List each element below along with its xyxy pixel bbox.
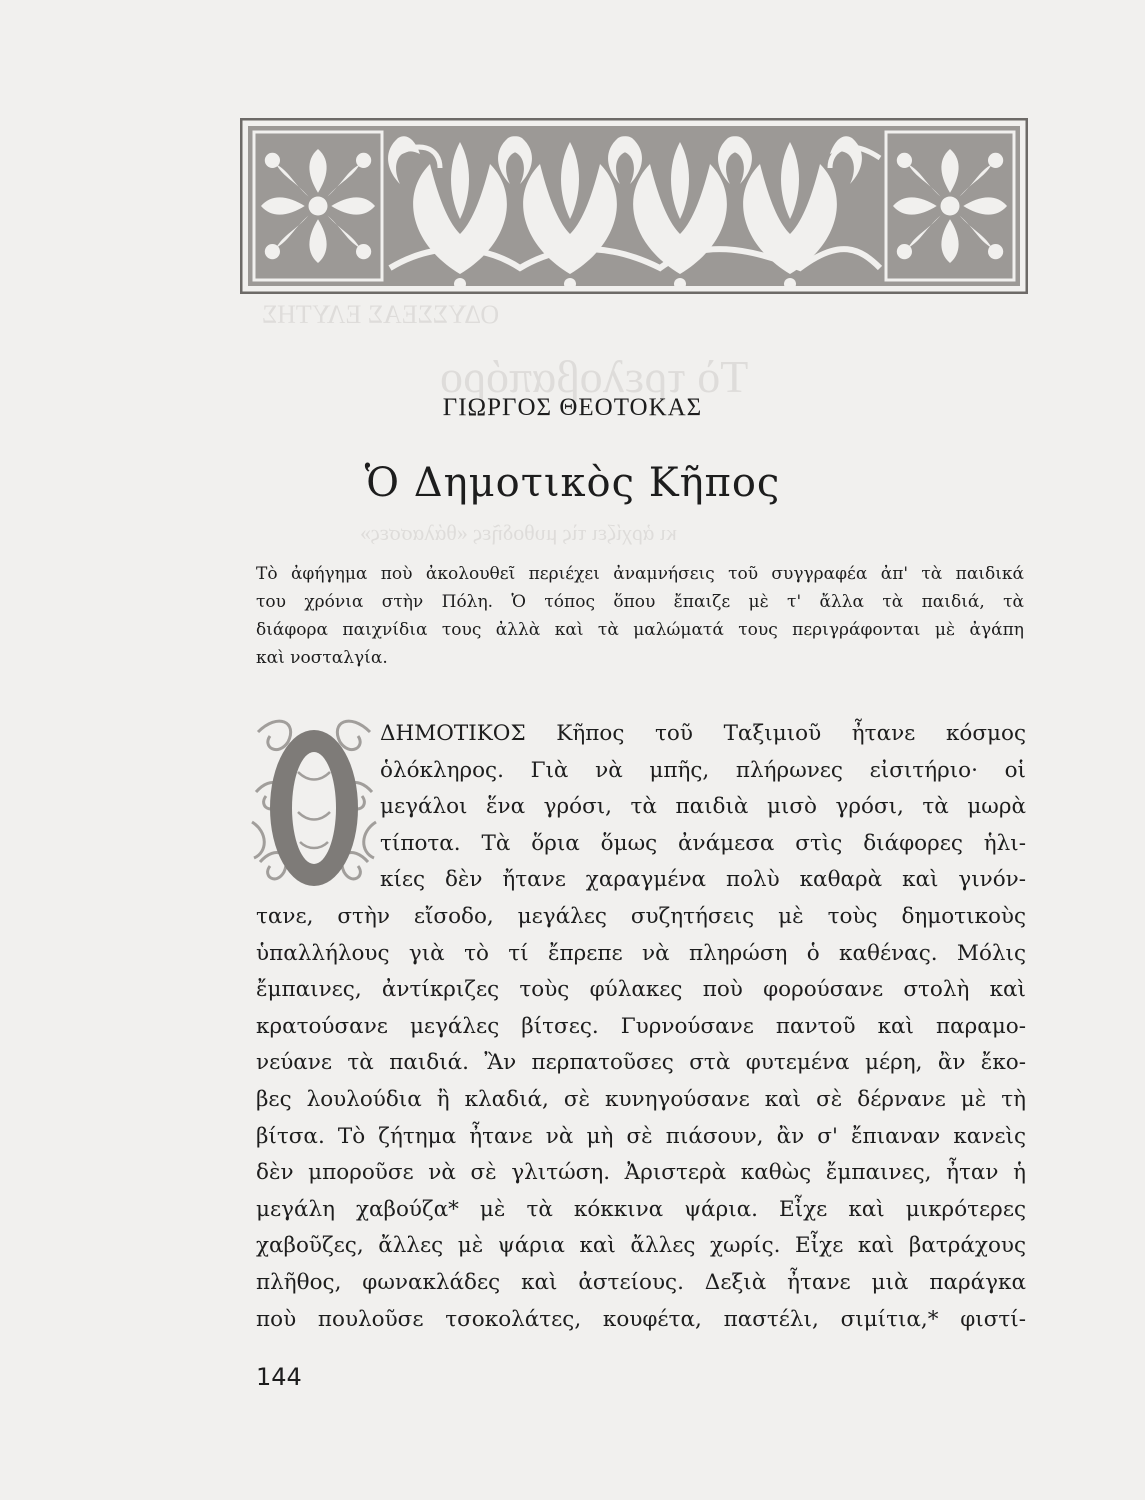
story-title: Ὁ Δημοτικὸς Κῆπος — [364, 460, 781, 506]
body-line: ὁλόκληρος. Γιὰ νὰ μπῆς, πλήρωνες εἰσιτήριο· οἱ — [380, 757, 1026, 783]
intro-line: διάφορα παιχνίδια τους ἀλλὰ καὶ τὰ μαλώματά τους περιγράφονται μὲ ἀγάπη — [256, 620, 1024, 640]
bleed-through-text: ΟΔΥΣΣΕΑΣ ΕΛΥΤΗΣ — [262, 300, 500, 329]
body-line: μεγάλη χαβούζα* μὲ τὰ κόκκινα ψάρια. Εἶχε καὶ μικρότερες — [256, 1196, 1026, 1222]
ornamental-header-band — [240, 118, 1028, 294]
body-line: κίες δὲν ἤτανε χαραγμένα πολὺ καθαρὰ καὶ γινόν- — [380, 867, 1026, 893]
intro-line: Τὸ ἀφήγημα ποὺ ἀκολουθεῖ περιέχει ἀναμνήσεις τοῦ συγγραφέα ἀπ' τὰ παιδικά — [256, 564, 1024, 584]
body-line: ἔμπαινες, ἀντίκριζες τοὺς φύλακες ποὺ φορούσανε στολὴ καὶ — [256, 977, 1026, 1003]
page-number: 144 — [256, 1363, 302, 1391]
body-line: βίτσα. Τὸ ζήτημα ἦτανε νὰ μὴ σὲ πιάσουν, ἂν σ' ἔπιαναν κανεὶς — [256, 1123, 1026, 1149]
body-line: τανε, στὴν εἴσοδο, μεγάλες συζητήσεις μὲ τοὺς δημοτικοὺς — [256, 903, 1026, 929]
body-line: νεύανε τὰ παιδιά. Ἂν περπατοῦσες στὰ φυτεμένα μέρη, ἂν ἔκο- — [256, 1050, 1026, 1076]
body-line: χαβοῦζες, ἄλλες μὲ ψάρια καὶ ἄλλες χωρίς. Εἶχε καὶ βατράχους — [256, 1233, 1026, 1259]
body-line: ὑπαλλήλους γιὰ τὸ τί ἔπρεπε νὰ πληρώση ὁ καθένας. Μόλις — [256, 940, 1026, 966]
bleed-through-text: κι ἀρχίζει τὶς μυθοδῆες «θάλασσες» — [360, 520, 677, 545]
author-name: ΓΙΩΡΓΟΣ ΘΕΟΤΟΚΑΣ — [442, 394, 703, 421]
body-line: ποὺ πουλοῦσε τσοκολάτες, κουφέτα, παστέλι, σιμίτια,* φιστί- — [256, 1306, 1026, 1332]
body-line: κρατούσανε μεγάλες βίτσες. Γυρνούσανε παντοῦ καὶ παραμο- — [256, 1013, 1026, 1039]
body-line: τίποτα. Τὰ ὅρια ὅμως ἀνάμεσα στὶς διάφορες ἡλι- — [380, 830, 1026, 856]
intro-line: καὶ νοσταλγία. — [256, 648, 388, 668]
intro-paragraph — [256, 560, 1024, 672]
intro-line: του χρόνια στὴν Πόλη. Ὁ τόπος ὅπου ἔπαιζε μὲ τ' ἄλλα τὰ παιδιά, τὰ — [256, 592, 1024, 612]
body-line: ΔΗΜΟΤΙΚΟΣ Κῆπος τοῦ Ταξιμιοῦ ἦτανε κόσμος — [380, 721, 1026, 746]
story-body — [256, 716, 1026, 1338]
body-line: δὲν μποροῦσε νὰ σὲ γλιτώση. Ἀριστερὰ καθὼς ἔμπαινες, ἦταν ἡ — [256, 1160, 1026, 1186]
body-line: βες λουλούδια ἢ κλαδιά, σὲ κυνηγούσανε καὶ σὲ δέρνανε μὲ τὴ — [256, 1086, 1026, 1112]
bleed-through-text: Τὸ τρελοβαπόρο — [440, 351, 749, 402]
body-line: μεγάλοι ἕνα γρόσι, τὰ παιδιὰ μισὸ γρόσι, τὰ μωρὰ — [380, 794, 1026, 820]
body-line: πλῆθος, φωνακλάδες καὶ ἀστείους. Δεξιὰ ἦτανε μιὰ παράγκα — [256, 1269, 1026, 1295]
